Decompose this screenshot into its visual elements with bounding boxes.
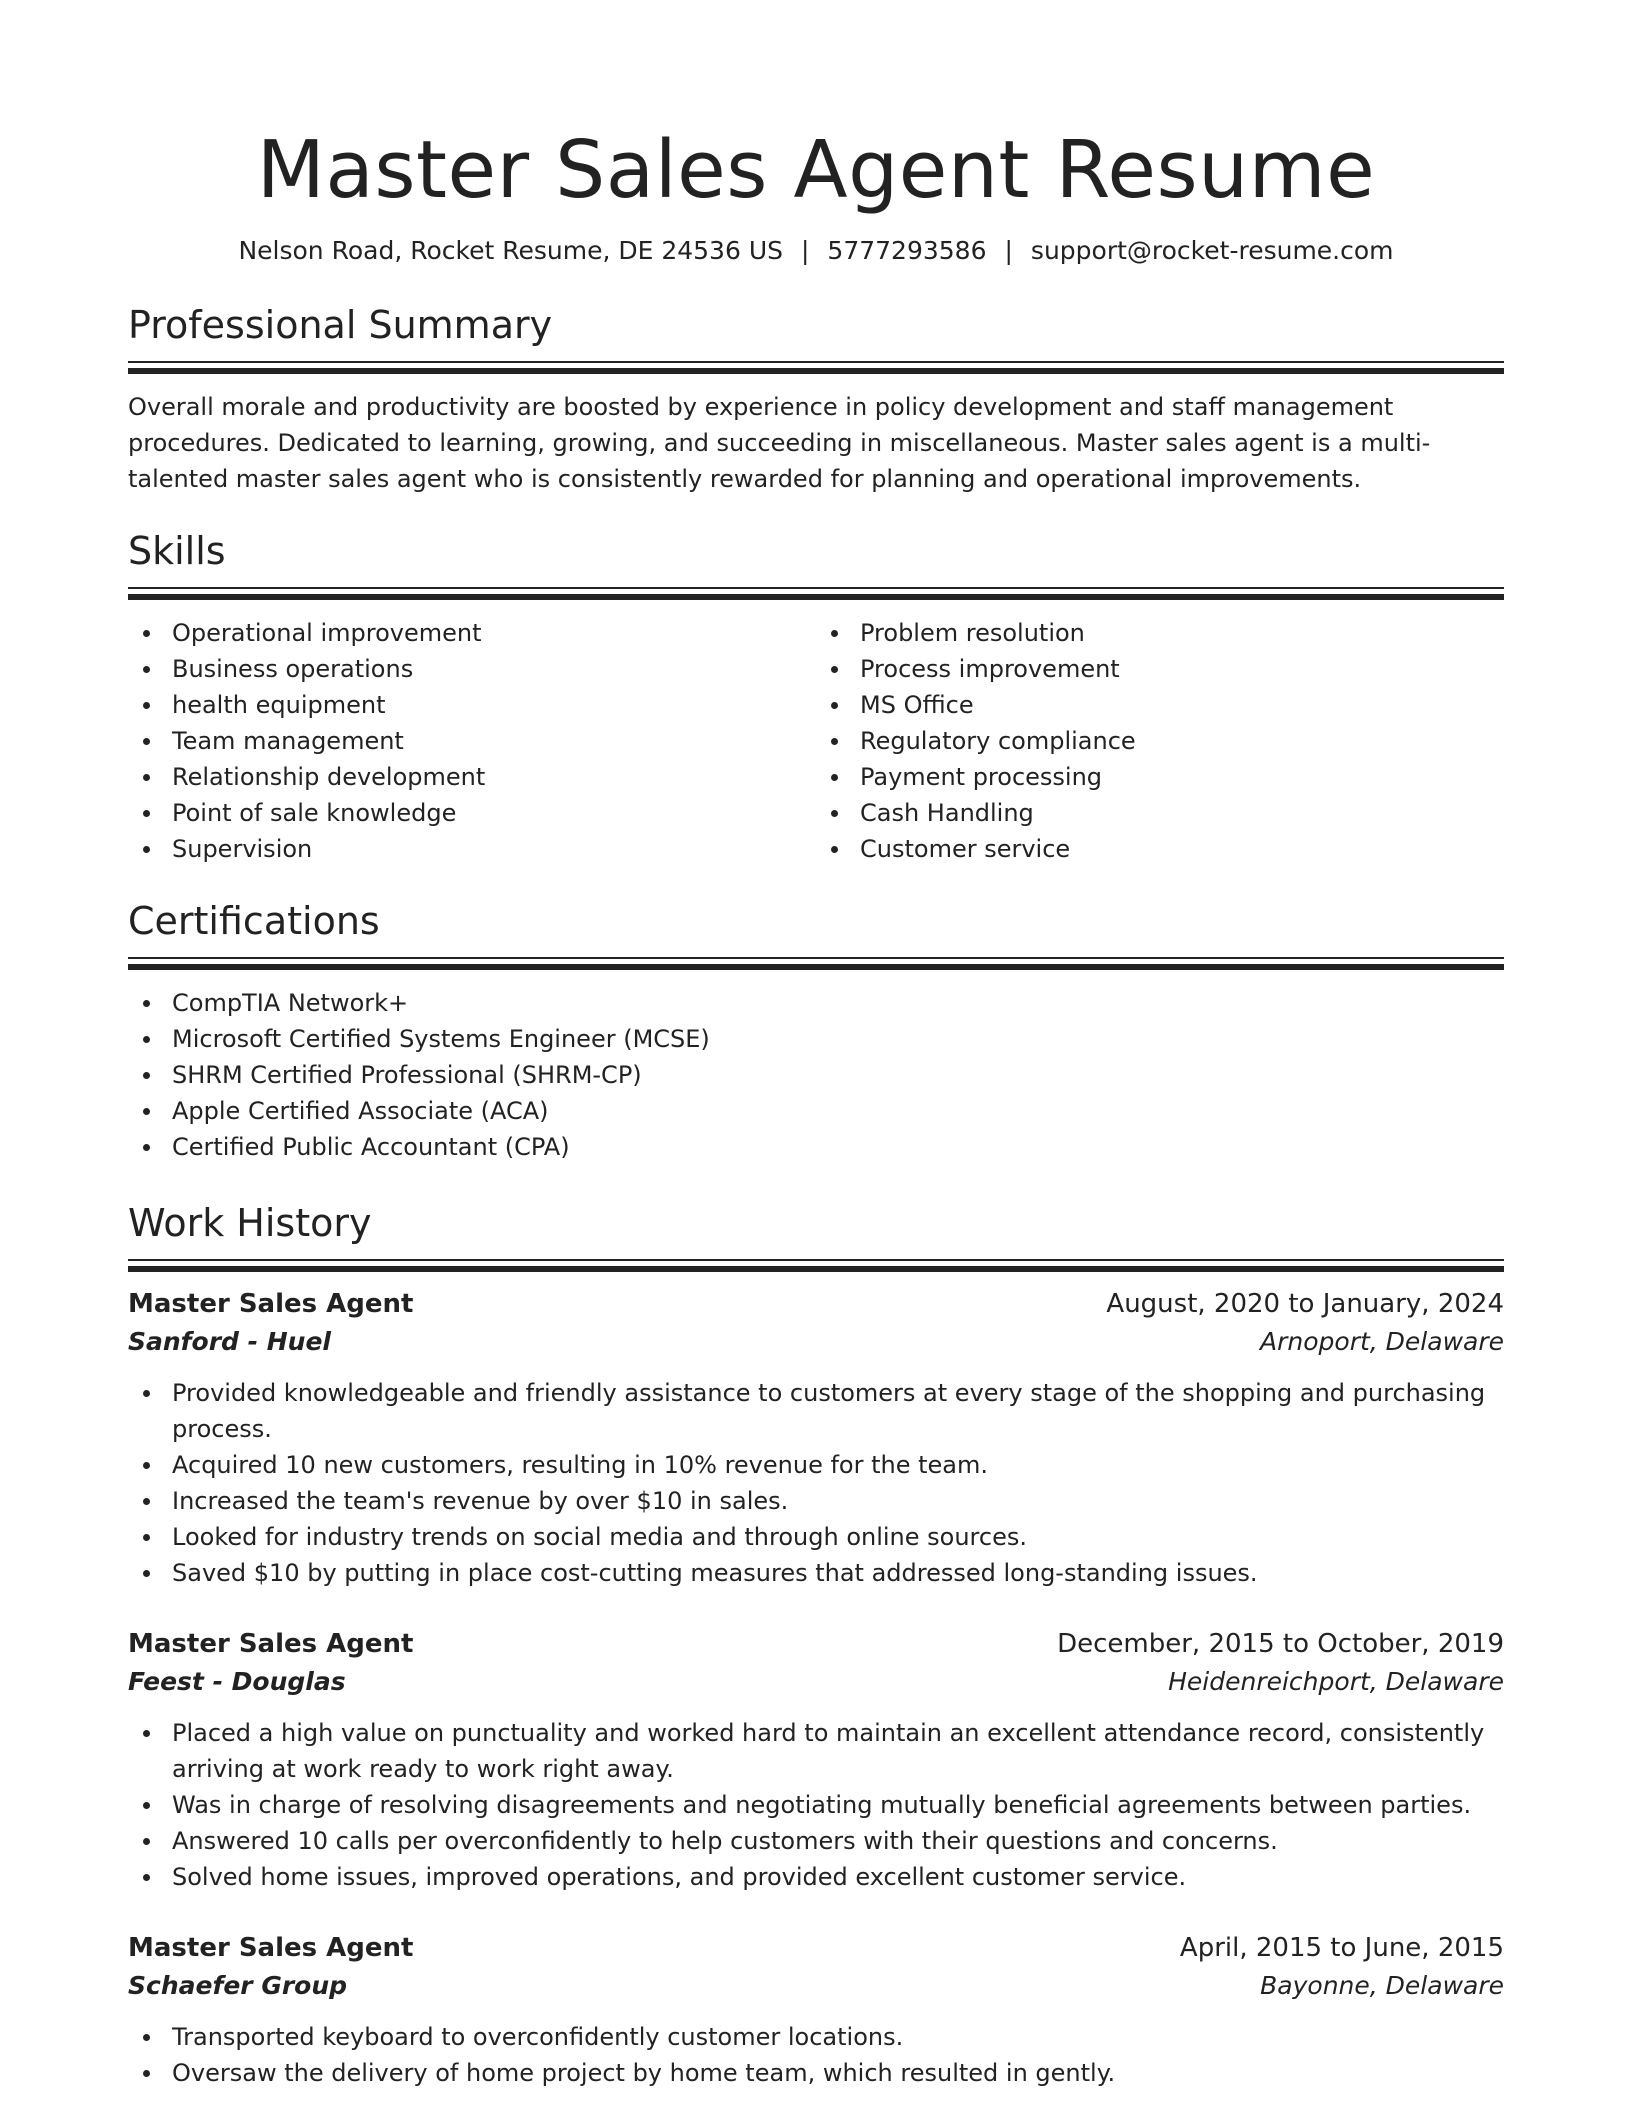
skill-item: Operational improvement: [128, 615, 816, 651]
certification-item: Microsoft Certified Systems Engineer (MCSE): [128, 1021, 1504, 1057]
section-title-work-history: Work History: [128, 1201, 372, 1245]
job-subheader: [128, 1663, 1504, 1701]
job-dates: August, 2020 to January, 2024: [1106, 1289, 1504, 1319]
skill-item: Regulatory compliance: [816, 723, 1504, 759]
job-bullet: Acquired 10 new customers, resulting in 10% revenue for the team.: [128, 1447, 1504, 1483]
skill-item: Relationship development: [128, 759, 816, 795]
job-bullets: [128, 2019, 1504, 2091]
job-bullet: Saved $10 by putting in place cost-cutting measures that addressed long-standing issues.: [128, 1555, 1504, 1591]
certifications-list: [128, 985, 1504, 1165]
skill-item: Point of sale knowledge: [128, 795, 816, 831]
job-location: Bayonne, Delaware: [1260, 1971, 1504, 2000]
job-bullet: Increased the team's revenue by over $10 in sales.: [128, 1483, 1504, 1519]
job-bullet: Answered 10 calls per overconfidently to help customers with their questions and concerns.: [128, 1823, 1504, 1859]
skills-left-list: [128, 615, 816, 867]
skills-grid: [128, 615, 1504, 867]
job-company: Sanford - Huel: [128, 1327, 331, 1356]
job-bullet: Was in charge of resolving disagreements and negotiating mutually beneficial agreements between parties.: [128, 1787, 1504, 1823]
certifications-section: [128, 897, 1504, 1165]
section-divider: [128, 361, 1504, 375]
job-bullet: Provided knowledgeable and friendly assistance to customers at every stage of the shopping and purchasing process.: [128, 1375, 1504, 1447]
job-subheader: [128, 1323, 1504, 1361]
summary-text: Overall morale and productivity are boosted by experience in policy development and staff management procedures. Dedicated to learning, growing, and succeeding in miscellaneous. Master sales agent is a multi-talented master sales agent who is consistently rewarded for planning and operational improvements.: [128, 393, 1431, 493]
skill-item: Team management: [128, 723, 816, 759]
section-title-skills: Skills: [128, 529, 226, 573]
resume-title: Master Sales Agent Resume: [256, 124, 1376, 216]
job-bullet: Solved home issues, improved operations, and provided excellent customer service.: [128, 1859, 1504, 1895]
skill-item: Process improvement: [816, 651, 1504, 687]
summary-section: [128, 301, 1504, 497]
contact-address: Nelson Road, Rocket Resume, DE 24536 US: [238, 236, 783, 265]
job-bullets: [128, 1375, 1504, 1591]
job-bullet: Oversaw the delivery of home project by home team, which resulted in gently.: [128, 2055, 1504, 2091]
contact-line: [128, 234, 1504, 268]
job-title: Master Sales Agent: [128, 1933, 414, 1963]
job-entry: [128, 1929, 1504, 2091]
contact-phone: 5777293586: [827, 236, 987, 265]
job-entry: [128, 1625, 1504, 1895]
job-company: Feest - Douglas: [128, 1667, 346, 1696]
skill-item: Problem resolution: [816, 615, 1504, 651]
skill-item: health equipment: [128, 687, 816, 723]
job-title: Master Sales Agent: [128, 1289, 414, 1319]
section-divider: [128, 1259, 1504, 1273]
job-location: Arnoport, Delaware: [1260, 1327, 1504, 1356]
job-bullets: [128, 1715, 1504, 1895]
job-header: [128, 1929, 1504, 1967]
certification-item: CompTIA Network+: [128, 985, 1504, 1021]
job-bullet: Placed a high value on punctuality and worked hard to maintain an excellent attendance record, consistently arriving at work ready to work right away.: [128, 1715, 1504, 1787]
contact-separator: |: [800, 236, 810, 265]
certification-item: Apple Certified Associate (ACA): [128, 1093, 1504, 1129]
job-dates: December, 2015 to October, 2019: [1057, 1629, 1504, 1659]
certification-item: SHRM Certified Professional (SHRM-CP): [128, 1057, 1504, 1093]
contact-separator: |: [1004, 236, 1013, 265]
skill-item: Customer service: [816, 831, 1504, 867]
skill-item: MS Office: [816, 687, 1504, 723]
job-header: [128, 1625, 1504, 1663]
skill-item: Payment processing: [816, 759, 1504, 795]
work-history-section: [128, 1199, 1504, 2091]
skill-item: Supervision: [128, 831, 816, 867]
job-bullet: Transported keyboard to overconfidently customer locations.: [128, 2019, 1504, 2055]
job-location: Heidenreichport, Delaware: [1168, 1667, 1504, 1696]
section-divider: [128, 957, 1504, 971]
job-dates: April, 2015 to June, 2015: [1179, 1933, 1504, 1963]
contact-email[interactable]: support@rocket-resume.com: [1030, 236, 1394, 265]
job-subheader: [128, 1967, 1504, 2005]
skill-item: Business operations: [128, 651, 816, 687]
skills-right-list: [816, 615, 1504, 867]
section-title-summary: Professional Summary: [128, 303, 553, 347]
section-title-certifications: Certifications: [128, 899, 380, 943]
section-divider: [128, 587, 1504, 601]
job-entry: [128, 1285, 1504, 1591]
job-bullet: Looked for industry trends on social media and through online sources.: [128, 1519, 1504, 1555]
job-header: [128, 1285, 1504, 1323]
skill-item: Cash Handling: [816, 795, 1504, 831]
job-title: Master Sales Agent: [128, 1629, 414, 1659]
skills-section: [128, 527, 1504, 867]
job-company: Schaefer Group: [128, 1971, 348, 2000]
certification-item: Certified Public Accountant (CPA): [128, 1129, 1504, 1165]
